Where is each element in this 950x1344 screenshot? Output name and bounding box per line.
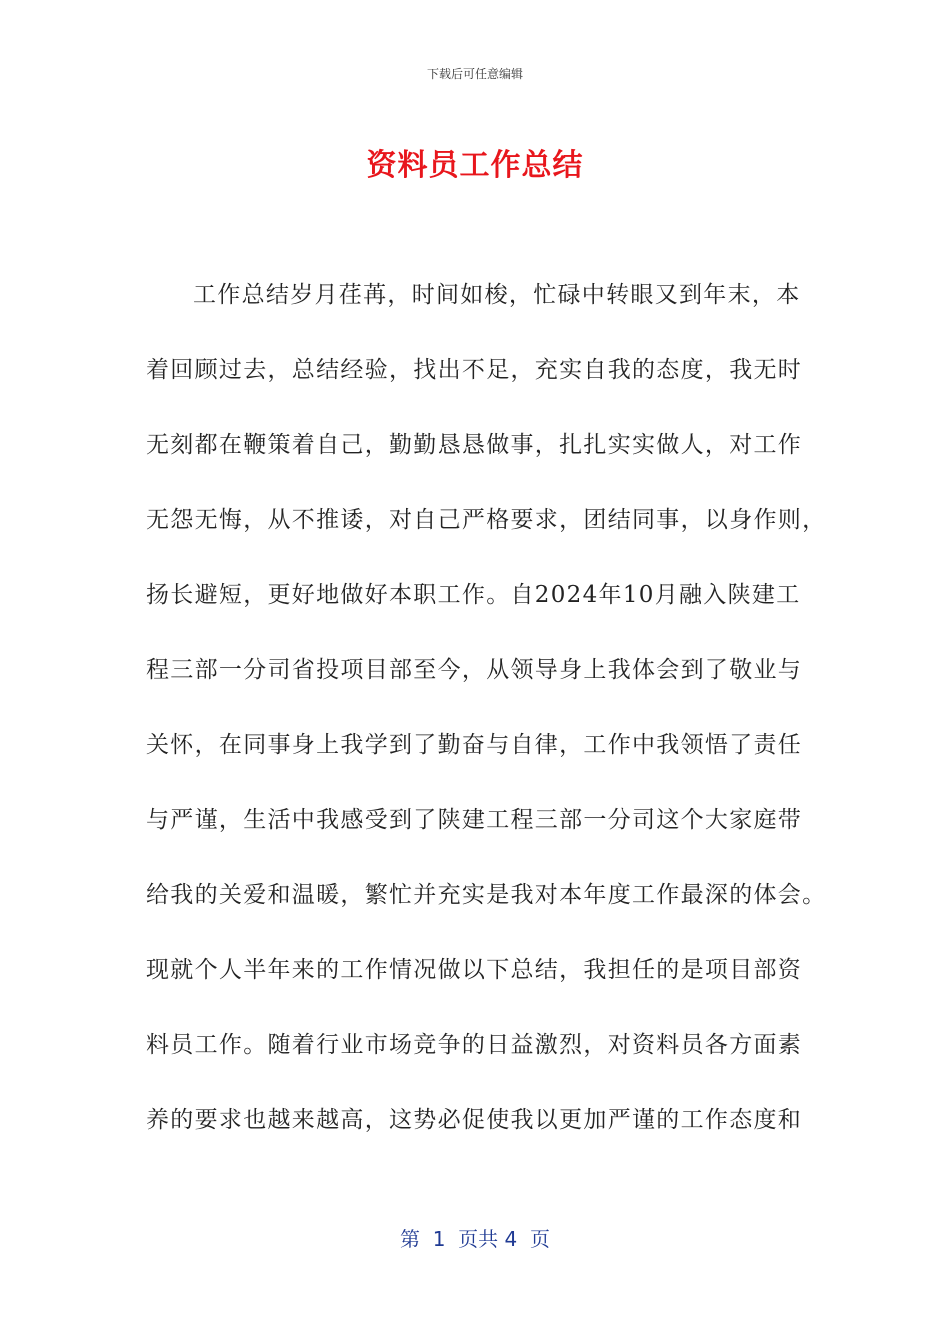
paragraph-line: 程三部一分司省投项目部至今，从领导身上我体会到了敬业与	[146, 657, 803, 683]
page-number-footer: 第 1 页共 4 页	[400, 1227, 550, 1251]
paragraph-line: 着回顾过去，总结经验，找出不足，充实自我的态度，我无时	[146, 357, 803, 383]
paragraph-line: 养的要求也越来越高，这势必促使我以更加严谨的工作态度和	[146, 1107, 803, 1133]
paragraph-line: 料员工作。随着行业市场竞争的日益激烈，对资料员各方面素	[146, 1032, 803, 1058]
paragraph-line: 工作总结岁月荏苒，时间如梭，忙碌中转眼又到年末，本	[193, 282, 801, 308]
paragraph-line: 关怀，在同事身上我学到了勤奋与自律，工作中我领悟了责任	[146, 732, 803, 758]
header-note: 下载后可任意编辑	[426, 67, 523, 81]
document-title: 资料员工作总结	[366, 148, 584, 183]
body-paragraph	[146, 274, 827, 1174]
paragraph-line: 无刻都在鞭策着自己，勤勤恳恳做事，扎扎实实做人，对工作	[146, 432, 803, 458]
paragraph-line: 现就个人半年来的工作情况做以下总结，我担任的是项目部资	[146, 957, 803, 983]
paragraph-line: 与严谨，生活中我感受到了陕建工程三部一分司这个大家庭带	[146, 807, 803, 833]
paragraph-line: 无怨无悔，从不推诿，对自己严格要求，团结同事，以身作则，	[146, 507, 827, 533]
paragraph-line: 给我的关爱和温暖，繁忙并充实是我对本年度工作最深的体会。	[146, 882, 827, 908]
paragraph-line: 扬长避短，更好地做好本职工作。自2024年10月融入陕建工	[146, 582, 801, 608]
